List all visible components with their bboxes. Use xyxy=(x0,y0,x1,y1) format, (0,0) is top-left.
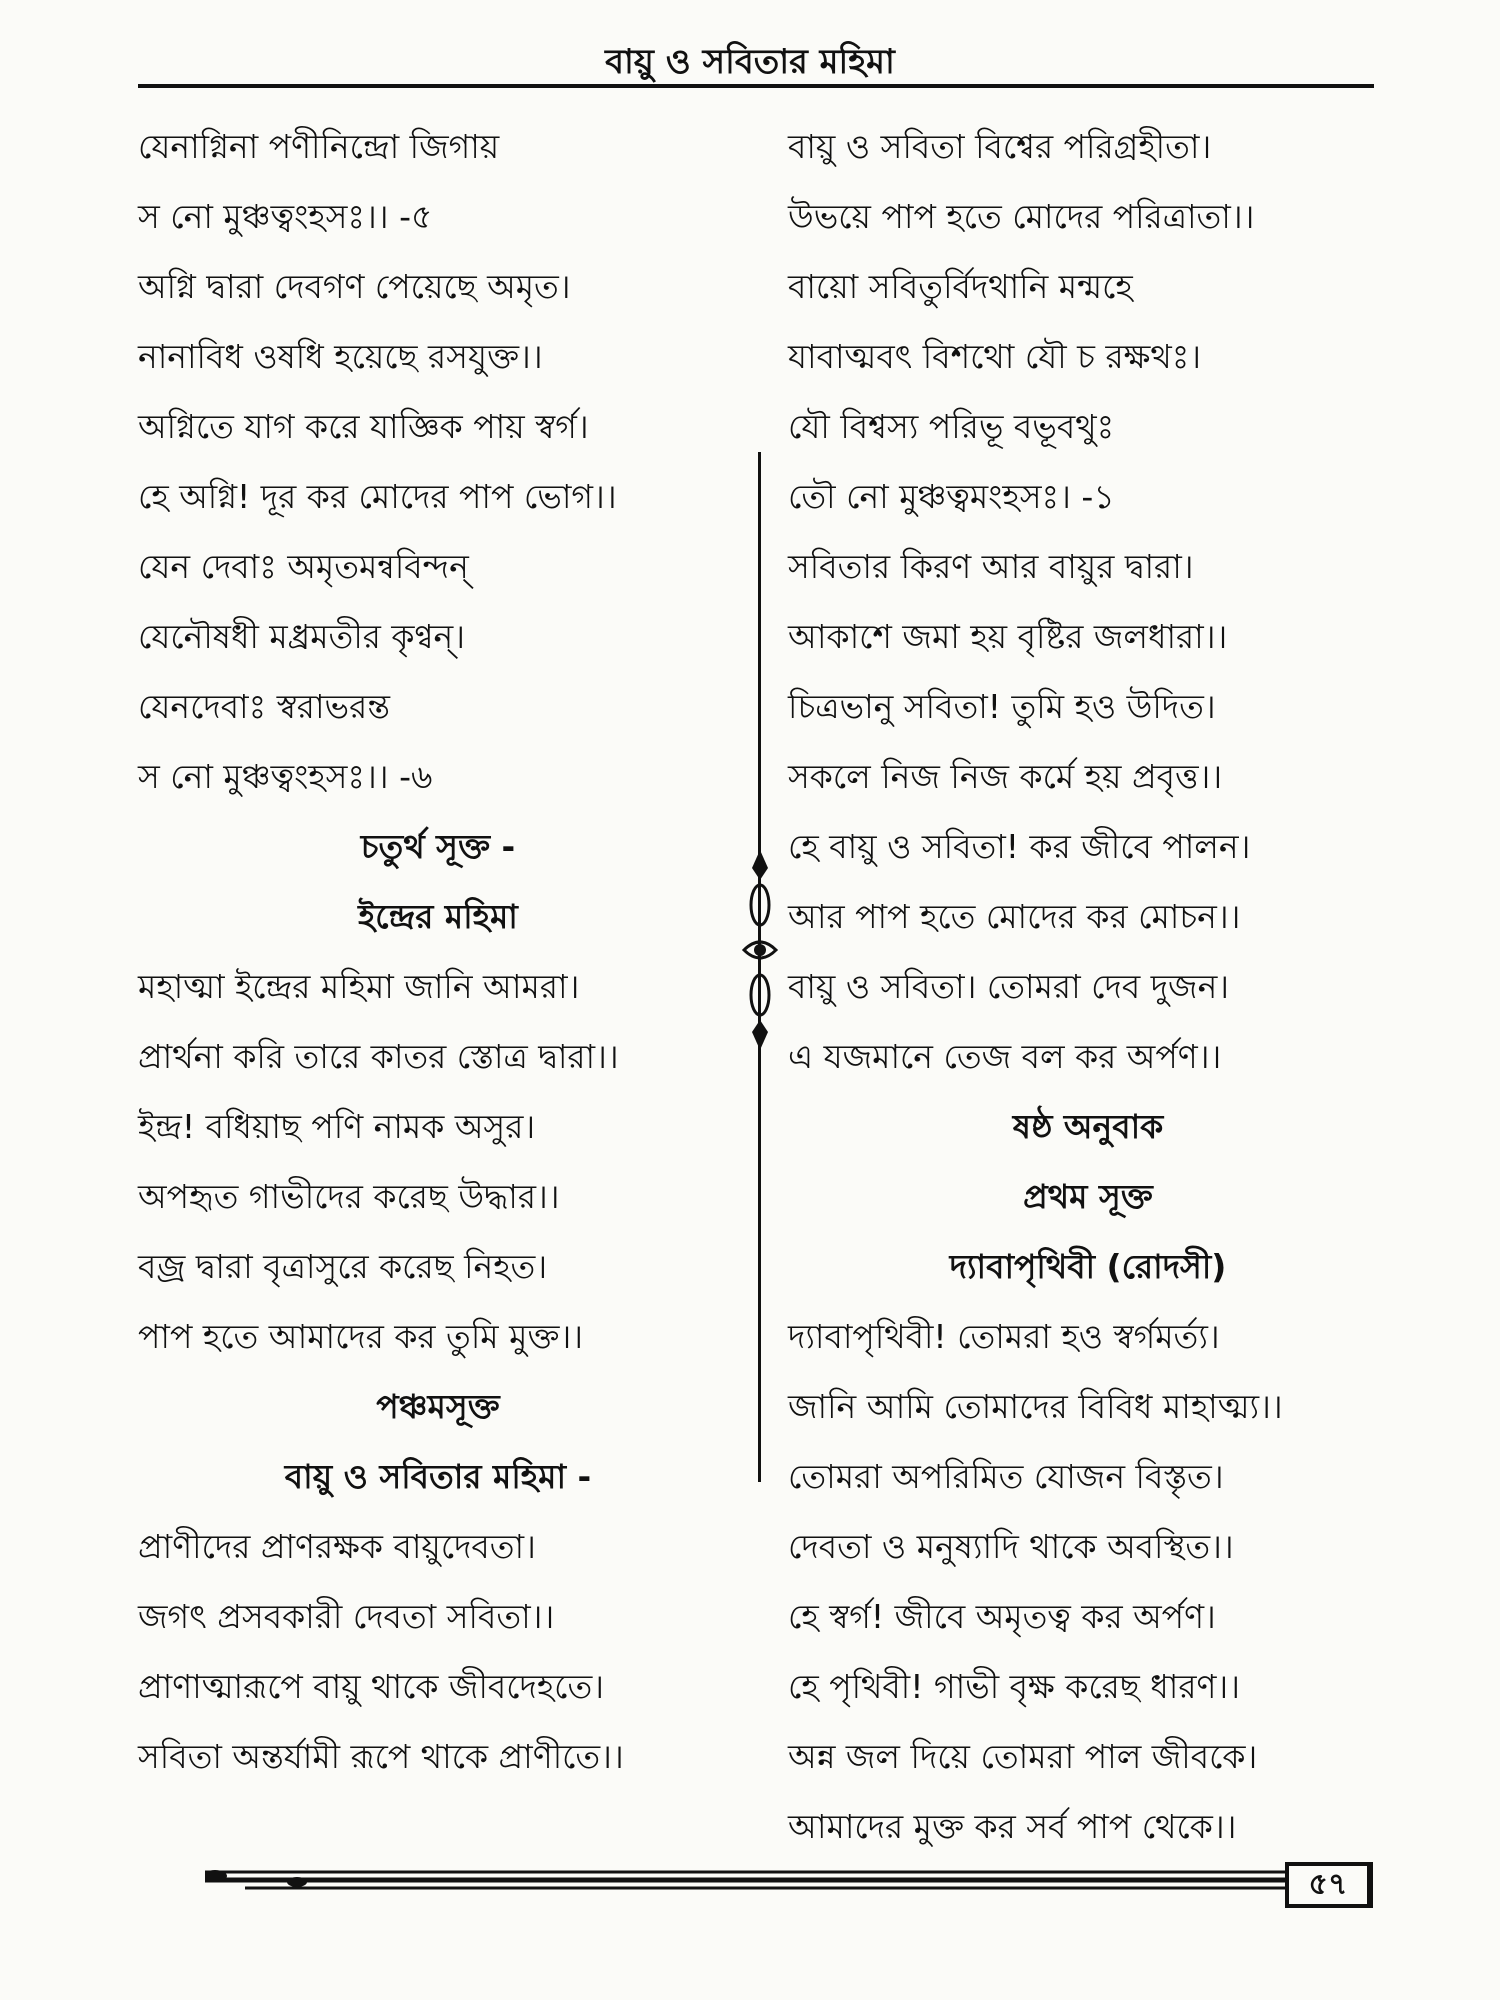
verse-line: দ্যাবাপৃথিবী! তোমরা হও স্বর্গমর্ত্য। xyxy=(788,1317,1220,1356)
section-heading: পঞ্চমসূক্ত xyxy=(376,1387,500,1426)
verse-line: যেনৌষধী মধ্রমতীর কৃণ্বন্। xyxy=(138,617,466,656)
header-rule xyxy=(138,84,1374,88)
section-heading: ইন্দ্রের মহিমা xyxy=(358,897,518,936)
verse-line: জগৎ প্রসবকারী দেবতা সবিতা।। xyxy=(138,1597,555,1636)
verse-line: দেবতা ও মনুষ্যাদি থাকে অবস্থিত।। xyxy=(788,1527,1234,1566)
section-heading: চতুর্থ সূক্ত - xyxy=(360,827,516,866)
verse-line: তৌ নো মুঞ্চত্বমংহসঃ। -১ xyxy=(788,477,1115,516)
verse-line: যৌ বিশ্বস্য পরিভূ বভূবথুঃ xyxy=(788,407,1115,446)
verse-line: নানাবিধ ওষধি হয়েছে রসযুক্ত।। xyxy=(138,337,543,376)
verse-line: প্রাণীদের প্রাণরক্ষক বায়ুদেবতা। xyxy=(138,1527,536,1566)
verse-line: যেন দেবাঃ অমৃতমন্ববিন্দন্ xyxy=(138,547,469,586)
verse-line: চিত্রভানু সবিতা! তুমি হও উদিত। xyxy=(788,687,1216,726)
verse-line: যাবাত্মবৎ বিশথো যৌ চ রক্ষথঃ। xyxy=(788,337,1202,376)
section-heading: বায়ু ও সবিতার মহিমা - xyxy=(284,1457,592,1496)
left-column xyxy=(138,112,738,1792)
verse-line: স নো মুঞ্চত্বংহসঃ।। -৫ xyxy=(138,197,433,236)
verse-line: বায়ু ও সবিতা বিশ্বের পরিগ্রহীতা। xyxy=(788,127,1212,166)
section-heading: দ্যাবাপৃথিবী (রোদসী) xyxy=(949,1247,1227,1286)
verse-line: যেনদেবাঃ স্বরাভরন্ত xyxy=(138,687,391,726)
verse-line: স নো মুঞ্চত্বংহসঃ।। -৬ xyxy=(138,757,433,796)
section-heading: ষষ্ঠ অনুবাক xyxy=(1012,1107,1164,1146)
verse-line: এ যজমানে তেজ বল কর অর্পণ।। xyxy=(788,1037,1222,1076)
footer-rules xyxy=(205,1860,1295,1900)
right-column xyxy=(788,112,1388,1862)
verse-line: হে বায়ু ও সবিতা! কর জীবে পালন। xyxy=(788,827,1251,866)
running-head: বায়ু ও সবিতার মহিমা xyxy=(605,42,895,82)
page-number: ৫৭ xyxy=(1285,1862,1373,1908)
verse-line: জানি আমি তোমাদের বিবিধ মাহাত্ম্য।। xyxy=(788,1387,1283,1426)
verse-line: অগ্নিতে যাগ করে যাজ্ঞিক পায় স্বর্গ। xyxy=(138,407,589,446)
verse-line: হে স্বর্গ! জীবে অমৃতত্ব কর অর্পণ। xyxy=(788,1597,1216,1636)
verse-line: মহাত্মা ইন্দ্রের মহিমা জানি আমরা। xyxy=(138,967,580,1006)
verse-line: যেনাগ্নিনা পণীনিন্দ্রো জিগায় xyxy=(138,127,500,166)
verse-line: আকাশে জমা হয় বৃষ্টির জলধারা।। xyxy=(788,617,1228,656)
verse-line: সকলে নিজ নিজ কর্মে হয় প্রবৃত্ত।। xyxy=(788,757,1223,796)
verse-line: ইন্দ্র! বধিয়াছ পণি নামক অসুর। xyxy=(138,1107,536,1146)
verse-line: পাপ হতে আমাদের কর তুমি মুক্ত।। xyxy=(138,1317,584,1356)
divider-ornament xyxy=(738,850,782,1050)
verse-line: সবিতার কিরণ আর বায়ুর দ্বারা। xyxy=(788,547,1194,586)
verse-line: প্রার্থনা করি তারে কাতর স্তোত্র দ্বারা।। xyxy=(138,1037,619,1076)
verse-line: হে অগ্নি! দূর কর মোদের পাপ ভোগ।। xyxy=(138,477,617,516)
verse-line: হে পৃথিবী! গাভী বৃক্ষ করেছ ধারণ।। xyxy=(788,1667,1241,1706)
verse-line: অগ্নি দ্বারা দেবগণ পেয়েছে অমৃত। xyxy=(138,267,571,306)
verse-line: বায়ু ও সবিতা। তোমরা দেব দুজন। xyxy=(788,967,1230,1006)
verse-line: তোমরা অপরিমিত যোজন বিস্তৃত। xyxy=(788,1457,1224,1496)
verse-line: উভয়ে পাপ হতে মোদের পরিত্রাতা।। xyxy=(788,197,1255,236)
verse-line: প্রাণাত্মারূপে বায়ু থাকে জীবদেহতে। xyxy=(138,1667,605,1706)
verse-line: বায়ো সবিতুর্বিদথানি মন্মহে xyxy=(788,267,1133,306)
verse-line: অপহৃত গাভীদের করেছ উদ্ধার।। xyxy=(138,1177,560,1216)
section-heading: প্রথম সূক্ত xyxy=(1023,1177,1153,1216)
verse-line: আমাদের মুক্ত কর সর্ব পাপ থেকে।। xyxy=(788,1807,1237,1846)
verse-line: আর পাপ হতে মোদের কর মোচন।। xyxy=(788,897,1241,936)
verse-line: বজ্র দ্বারা বৃত্রাসুরে করেছ নিহত। xyxy=(138,1247,548,1286)
verse-line: অন্ন জল দিয়ে তোমরা পাল জীবকে। xyxy=(788,1737,1258,1776)
verse-line: সবিতা অন্তর্যামী রূপে থাকে প্রাণীতে।। xyxy=(138,1737,624,1776)
